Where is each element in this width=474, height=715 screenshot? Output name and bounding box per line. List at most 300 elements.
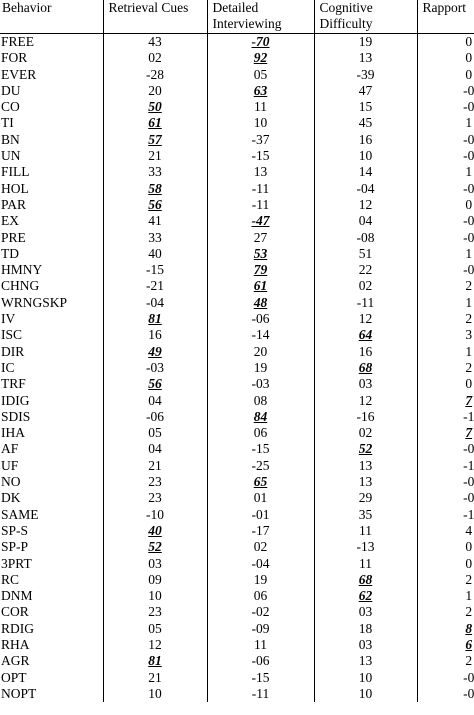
salient-loading-value: 53 <box>253 245 268 261</box>
retrieval-cues-cell <box>103 588 207 604</box>
loading-value: -0 <box>463 474 474 490</box>
salient-loading-value: 79 <box>253 262 268 278</box>
behavior-cell: DK <box>1 490 21 506</box>
rapport-cell <box>417 458 474 474</box>
loading-value: 10 <box>358 685 373 701</box>
loading-value: 2 <box>465 571 473 587</box>
header-row <box>0 0 474 34</box>
behavior-cell: 3PRT <box>1 555 32 571</box>
table-row <box>0 604 474 620</box>
salient-loading-value: 64 <box>358 327 373 343</box>
retrieval-cues-cell <box>103 604 207 620</box>
detailed-interviewing-cell <box>207 344 314 360</box>
behavior-cell: AGR <box>1 653 30 669</box>
loading-value: 02 <box>253 539 268 555</box>
loading-value: 4 <box>465 522 473 538</box>
cognitive-difficulty-cell <box>314 99 417 115</box>
salient-loading-value: 8 <box>465 620 473 636</box>
rapport-cell <box>417 50 474 66</box>
rapport-cell <box>417 327 474 343</box>
retrieval-cues-cell <box>103 246 207 262</box>
behavior-cell: IC <box>1 359 15 375</box>
rapport-cell <box>417 393 474 409</box>
loading-value: -02 <box>251 604 270 620</box>
rapport-cell <box>417 556 474 572</box>
loading-value: 10 <box>358 148 373 164</box>
salient-loading-value: 56 <box>148 196 162 212</box>
retrieval-cues-cell <box>103 409 207 425</box>
table-row <box>0 441 474 457</box>
rapport-cell <box>417 360 474 376</box>
loading-value: 41 <box>148 213 162 229</box>
detailed-interviewing-cell <box>207 50 314 66</box>
salient-loading-value: 61 <box>253 278 268 294</box>
loading-value: 02 <box>148 50 162 66</box>
retrieval-cues-cell <box>103 181 207 197</box>
table-row <box>0 50 474 66</box>
loading-value: 45 <box>358 115 373 131</box>
table-row <box>0 507 474 523</box>
rapport-cell <box>417 262 474 278</box>
detailed-interviewing-cell <box>207 115 314 131</box>
retrieval-cues-cell <box>103 230 207 246</box>
loading-value: 13 <box>253 164 268 180</box>
loading-value: 51 <box>358 245 373 261</box>
loading-value: 19 <box>253 571 268 587</box>
loading-value: 10 <box>148 588 162 604</box>
detailed-interviewing-cell <box>207 621 314 637</box>
loading-value: 01 <box>253 490 268 506</box>
cognitive-difficulty-cell <box>314 556 417 572</box>
loading-value: 0 <box>465 555 473 571</box>
retrieval-cues-cell <box>103 132 207 148</box>
behavior-cell: SAME <box>1 506 39 522</box>
rapport-cell <box>417 67 474 83</box>
behavior-cell: IDIG <box>1 392 30 408</box>
salient-loading-value: 7 <box>465 392 473 408</box>
detailed-interviewing-cell <box>207 458 314 474</box>
cognitive-difficulty-cell <box>314 637 417 653</box>
behavior-cell: SP-S <box>1 522 29 538</box>
table-row <box>0 572 474 588</box>
loading-value: -21 <box>146 278 164 294</box>
retrieval-cues-cell <box>103 99 207 115</box>
salient-loading-value: 50 <box>148 99 162 115</box>
retrieval-cues-cell <box>103 197 207 213</box>
loading-value: 12 <box>148 636 162 652</box>
table-row <box>0 278 474 294</box>
loading-value: 02 <box>358 425 373 441</box>
table-row <box>0 197 474 213</box>
salient-loading-value: 57 <box>148 131 162 147</box>
loading-value: 2 <box>465 278 473 294</box>
cognitive-difficulty-cell <box>314 148 417 164</box>
loading-value: 18 <box>358 620 373 636</box>
rapport-cell <box>417 425 474 441</box>
retrieval-cues-cell <box>103 327 207 343</box>
table-row <box>0 360 474 376</box>
loading-value: -0 <box>463 441 474 457</box>
header-cognitive-difficulty: Cognitive Difficulty <box>314 0 417 34</box>
loading-value: -15 <box>146 262 164 278</box>
loading-value: -0 <box>463 229 474 245</box>
salient-loading-value: 68 <box>358 571 373 587</box>
rapport-cell <box>417 670 474 686</box>
loading-value: 47 <box>358 82 373 98</box>
loading-value: 20 <box>148 82 162 98</box>
salient-loading-value: 84 <box>253 408 268 424</box>
loading-value: 1 <box>465 294 473 310</box>
salient-loading-value: 65 <box>253 474 268 490</box>
table-row <box>0 262 474 278</box>
behavior-cell: NO <box>1 474 21 490</box>
detailed-interviewing-cell <box>207 604 314 620</box>
loading-value: 0 <box>465 34 473 49</box>
detailed-interviewing-cell <box>207 197 314 213</box>
behavior-cell: DIR <box>1 343 25 359</box>
table-row <box>0 99 474 115</box>
loading-value: -03 <box>251 376 270 392</box>
loading-value: -01 <box>251 506 270 522</box>
behavior-cell: FOR <box>1 50 28 66</box>
rapport-cell <box>417 132 474 148</box>
loading-value: -04 <box>146 294 164 310</box>
detailed-interviewing-cell <box>207 230 314 246</box>
loading-value: -1 <box>463 506 474 522</box>
detailed-interviewing-cell <box>207 572 314 588</box>
cognitive-difficulty-cell <box>314 474 417 490</box>
behavior-cell: HMNY <box>1 262 43 278</box>
table-row <box>0 670 474 686</box>
retrieval-cues-cell <box>103 507 207 523</box>
retrieval-cues-cell <box>103 523 207 539</box>
detailed-interviewing-cell <box>207 34 314 51</box>
loading-value: 0 <box>465 50 473 66</box>
rapport-cell <box>417 99 474 115</box>
behavior-cell: SDIS <box>1 408 31 424</box>
retrieval-cues-cell <box>103 637 207 653</box>
behavior-cell: AF <box>1 441 19 457</box>
table-row <box>0 686 474 702</box>
loading-value: 35 <box>358 506 373 522</box>
rapport-cell <box>417 490 474 506</box>
loading-value: 23 <box>148 474 162 490</box>
loading-value: 29 <box>358 490 373 506</box>
cognitive-difficulty-cell <box>314 621 417 637</box>
loading-value: 2 <box>465 653 473 669</box>
rapport-cell <box>417 115 474 131</box>
loading-value: 3 <box>465 327 473 343</box>
loading-value: 27 <box>253 229 268 245</box>
cognitive-difficulty-cell <box>314 425 417 441</box>
loading-value: 2 <box>465 604 473 620</box>
detailed-interviewing-cell <box>207 686 314 702</box>
retrieval-cues-cell <box>103 458 207 474</box>
behavior-cell: OPT <box>1 669 27 685</box>
loading-value: 16 <box>148 327 162 343</box>
cognitive-difficulty-cell <box>314 409 417 425</box>
behavior-cell: CO <box>1 99 20 115</box>
detailed-interviewing-cell <box>207 67 314 83</box>
rapport-cell <box>417 507 474 523</box>
loading-value: -0 <box>463 82 474 98</box>
loading-value: 04 <box>148 441 162 457</box>
loading-value: 10 <box>148 685 162 701</box>
salient-loading-value: -70 <box>251 34 270 49</box>
behavior-cell: TRF <box>1 376 26 392</box>
behavior-cell: RDIG <box>1 620 34 636</box>
loading-value: -06 <box>251 311 270 327</box>
loading-value: 0 <box>465 539 473 555</box>
header-detailed-interviewing: Detailed Interviewing <box>207 0 314 34</box>
table-row <box>0 67 474 83</box>
loading-value: 03 <box>358 636 373 652</box>
retrieval-cues-cell <box>103 686 207 702</box>
loading-value: 21 <box>148 148 162 164</box>
loading-value: -0 <box>463 669 474 685</box>
loading-value: 19 <box>358 34 373 49</box>
cognitive-difficulty-cell <box>314 230 417 246</box>
loading-value: 03 <box>148 555 162 571</box>
loading-value: 10 <box>358 669 373 685</box>
loading-value: -15 <box>251 148 270 164</box>
rapport-cell <box>417 278 474 294</box>
loading-value: 0 <box>465 376 473 392</box>
cognitive-difficulty-cell <box>314 311 417 327</box>
loading-value: -0 <box>463 262 474 278</box>
salient-loading-value: 48 <box>253 294 268 310</box>
detailed-interviewing-cell <box>207 181 314 197</box>
loading-value: -16 <box>356 408 375 424</box>
loading-value: 15 <box>358 99 373 115</box>
retrieval-cues-cell <box>103 393 207 409</box>
retrieval-cues-cell <box>103 115 207 131</box>
cognitive-difficulty-cell <box>314 295 417 311</box>
table-row <box>0 164 474 180</box>
retrieval-cues-cell <box>103 572 207 588</box>
retrieval-cues-cell <box>103 50 207 66</box>
behavior-cell: IV <box>1 311 16 327</box>
retrieval-cues-cell <box>103 262 207 278</box>
retrieval-cues-cell <box>103 213 207 229</box>
salient-loading-value: 56 <box>148 376 162 392</box>
retrieval-cues-cell <box>103 278 207 294</box>
salient-loading-value: 40 <box>148 522 162 538</box>
table-row <box>0 653 474 669</box>
loading-value: 11 <box>254 636 267 652</box>
loading-value: 13 <box>358 50 373 66</box>
cognitive-difficulty-cell <box>314 197 417 213</box>
loading-value: 03 <box>358 604 373 620</box>
cognitive-difficulty-cell <box>314 83 417 99</box>
loading-value: -0 <box>463 180 474 196</box>
detailed-interviewing-cell <box>207 588 314 604</box>
detailed-interviewing-cell <box>207 360 314 376</box>
retrieval-cues-cell <box>103 621 207 637</box>
header-retrieval-cues: Retrieval Cues <box>103 0 207 34</box>
cognitive-difficulty-cell <box>314 539 417 555</box>
table-row <box>0 230 474 246</box>
table-row <box>0 246 474 262</box>
behavior-cell: ISC <box>1 327 23 343</box>
cognitive-difficulty-cell <box>314 115 417 131</box>
detailed-interviewing-cell <box>207 99 314 115</box>
retrieval-cues-cell <box>103 474 207 490</box>
cognitive-difficulty-cell <box>314 344 417 360</box>
table-row <box>0 458 474 474</box>
loading-value: 12 <box>358 196 373 212</box>
loading-value: -17 <box>251 522 270 538</box>
salient-loading-value: 92 <box>253 50 268 66</box>
cognitive-difficulty-cell <box>314 458 417 474</box>
behavior-cell: EVER <box>1 66 37 82</box>
detailed-interviewing-cell <box>207 556 314 572</box>
retrieval-cues-cell <box>103 653 207 669</box>
salient-loading-value: 81 <box>148 311 162 327</box>
table-row <box>0 295 474 311</box>
cognitive-difficulty-cell <box>314 507 417 523</box>
rapport-cell <box>417 572 474 588</box>
cognitive-difficulty-cell <box>314 278 417 294</box>
loading-value: -37 <box>251 131 270 147</box>
table-row <box>0 490 474 506</box>
behavior-cell: RHA <box>1 636 30 652</box>
loading-value: 23 <box>148 604 162 620</box>
loading-value: 22 <box>358 262 373 278</box>
detailed-interviewing-cell <box>207 132 314 148</box>
rapport-cell <box>417 164 474 180</box>
detailed-interviewing-cell <box>207 474 314 490</box>
table-row <box>0 344 474 360</box>
behavior-cell: TD <box>1 245 19 261</box>
rapport-cell <box>417 441 474 457</box>
loading-value: -06 <box>251 653 270 669</box>
loading-value: 05 <box>148 425 162 441</box>
loading-value: -0 <box>463 490 474 506</box>
detailed-interviewing-cell <box>207 539 314 555</box>
detailed-interviewing-cell <box>207 393 314 409</box>
retrieval-cues-cell <box>103 344 207 360</box>
table-row <box>0 132 474 148</box>
table-row <box>0 556 474 572</box>
loading-value: 05 <box>148 620 162 636</box>
loading-value: 11 <box>359 522 372 538</box>
loading-value: 16 <box>358 343 373 359</box>
salient-loading-value: 52 <box>148 539 162 555</box>
loading-value: 1 <box>465 115 473 131</box>
cognitive-difficulty-cell <box>314 34 417 51</box>
behavior-cell: WRNGSKP <box>1 294 68 310</box>
salient-loading-value: 62 <box>358 588 373 604</box>
loading-value: -25 <box>251 457 270 473</box>
detailed-interviewing-cell <box>207 83 314 99</box>
cognitive-difficulty-cell <box>314 670 417 686</box>
salient-loading-value: 7 <box>465 425 473 441</box>
behavior-cell: DNM <box>1 588 33 604</box>
loading-value: 1 <box>465 588 473 604</box>
rapport-cell <box>417 474 474 490</box>
loading-value: -04 <box>251 555 270 571</box>
cognitive-difficulty-cell <box>314 653 417 669</box>
rapport-cell <box>417 653 474 669</box>
retrieval-cues-cell <box>103 376 207 392</box>
cognitive-difficulty-cell <box>314 132 417 148</box>
loading-value: 12 <box>358 392 373 408</box>
salient-loading-value: 61 <box>148 115 162 131</box>
cognitive-difficulty-cell <box>314 213 417 229</box>
behavior-cell: FILL <box>1 164 30 180</box>
behavior-cell: CHNG <box>1 278 40 294</box>
detailed-interviewing-cell <box>207 376 314 392</box>
loading-value: -06 <box>146 408 164 424</box>
loading-value: 19 <box>253 359 268 375</box>
table-row <box>0 327 474 343</box>
detailed-interviewing-cell <box>207 670 314 686</box>
header-rapport: Rapport <box>417 0 474 34</box>
rapport-cell <box>417 213 474 229</box>
rapport-cell <box>417 376 474 392</box>
retrieval-cues-cell <box>103 556 207 572</box>
behavior-cell: PAR <box>1 196 27 212</box>
loading-value: -39 <box>356 66 375 82</box>
salient-loading-value: 58 <box>148 180 162 196</box>
detailed-interviewing-cell <box>207 507 314 523</box>
table-row <box>0 311 474 327</box>
loading-value: 06 <box>253 425 268 441</box>
salient-loading-value: 6 <box>465 636 473 652</box>
detailed-interviewing-cell <box>207 637 314 653</box>
rapport-cell <box>417 181 474 197</box>
loading-value: 40 <box>148 245 162 261</box>
loading-value: -11 <box>251 685 270 701</box>
rapport-cell <box>417 409 474 425</box>
detailed-interviewing-cell <box>207 653 314 669</box>
rapport-cell <box>417 637 474 653</box>
loading-value: 0 <box>465 66 473 82</box>
cognitive-difficulty-cell <box>314 686 417 702</box>
salient-loading-value: 49 <box>148 343 162 359</box>
table-row <box>0 393 474 409</box>
loading-value: 0 <box>465 196 473 212</box>
loading-value: -11 <box>251 196 270 212</box>
rapport-cell <box>417 295 474 311</box>
loading-value: 02 <box>358 278 373 294</box>
retrieval-cues-cell <box>103 539 207 555</box>
loading-value: -04 <box>356 180 375 196</box>
cognitive-difficulty-cell <box>314 164 417 180</box>
rapport-cell <box>417 344 474 360</box>
loading-value: -28 <box>146 66 164 82</box>
detailed-interviewing-cell <box>207 295 314 311</box>
cognitive-difficulty-cell <box>314 262 417 278</box>
loading-value: 2 <box>465 359 473 375</box>
loading-value: -08 <box>356 229 375 245</box>
loading-value: 2 <box>465 311 473 327</box>
loading-value: -13 <box>356 539 375 555</box>
retrieval-cues-cell <box>103 67 207 83</box>
detailed-interviewing-cell <box>207 262 314 278</box>
loading-value: 13 <box>358 474 373 490</box>
retrieval-cues-cell <box>103 83 207 99</box>
rapport-cell <box>417 230 474 246</box>
rapport-cell <box>417 588 474 604</box>
detailed-interviewing-cell <box>207 441 314 457</box>
rapport-cell <box>417 148 474 164</box>
table-row <box>0 409 474 425</box>
loading-value: 08 <box>253 392 268 408</box>
loading-value: -15 <box>251 669 270 685</box>
table-row <box>0 83 474 99</box>
